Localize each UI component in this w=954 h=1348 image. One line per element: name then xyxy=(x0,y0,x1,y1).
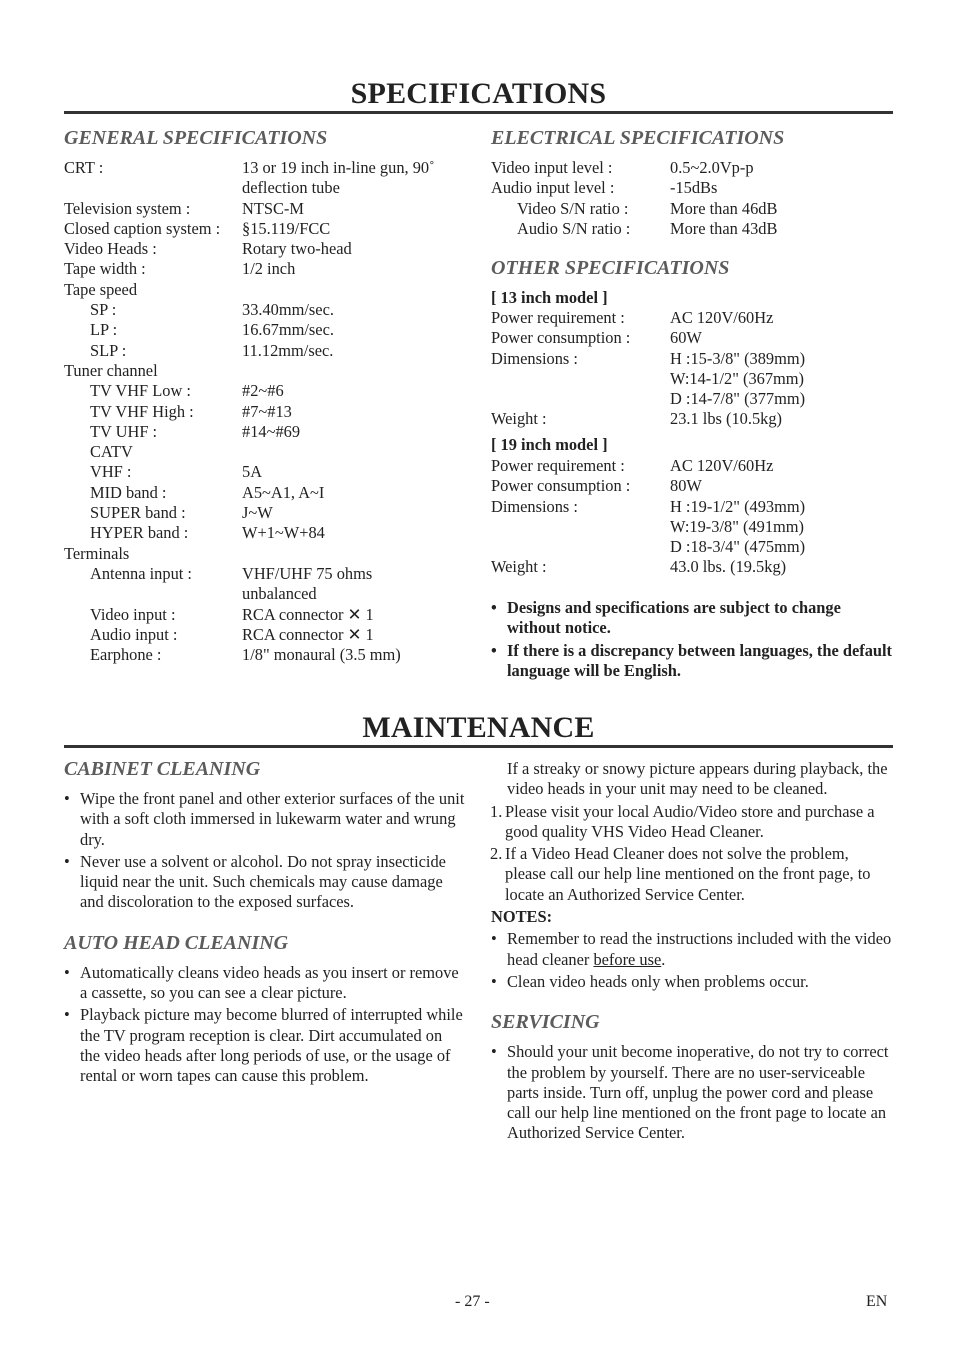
maintenance-right-column xyxy=(491,759,893,1146)
spec-row xyxy=(64,442,474,462)
spec-label: Audio input : xyxy=(90,624,178,644)
spec-row xyxy=(64,341,474,361)
spec-label: Earphone : xyxy=(90,645,162,665)
spec-value: §15.119/FCC xyxy=(242,218,331,238)
spec-label: SLP : xyxy=(90,340,127,360)
spec-note: • If there is a discrepancy between languages, the default language will be English. xyxy=(491,641,893,682)
spec-row xyxy=(64,584,474,604)
spec-row xyxy=(64,259,474,279)
spec-value: AC 120V/60Hz xyxy=(670,308,774,327)
spec-value: 60W xyxy=(670,328,702,348)
spec-row xyxy=(491,476,891,496)
maintenance-left-column xyxy=(64,757,466,1089)
spec-label: CATV xyxy=(90,442,133,462)
spec-label: Dimensions : xyxy=(491,348,578,368)
spec-row xyxy=(491,199,891,219)
title-rule xyxy=(64,745,893,748)
spec-note: • Designs and specifications are subject to change without notice. xyxy=(491,598,893,639)
spec-value: -15dBs xyxy=(670,178,718,198)
spec-value: A5~A1, A~I xyxy=(242,482,325,502)
spec-value: W:19-3/8" (491mm) xyxy=(670,516,804,536)
spec-value: 23.1 lbs (10.5kg) xyxy=(670,409,782,429)
spec-row xyxy=(491,497,891,517)
spec-label: SUPER band : xyxy=(90,503,186,523)
spec-value: #7~#13 xyxy=(242,401,292,421)
list-item: • Wipe the front panel and other exterior surfaces of the unit with a soft cloth immersed in lukewarm water and wrung dry. xyxy=(64,789,466,850)
spec-label: Television system : xyxy=(64,198,191,218)
spec-label: Power consumption : xyxy=(491,328,631,348)
spec-label: Tape width : xyxy=(64,259,146,279)
spec-label: TV VHF Low : xyxy=(90,381,191,401)
spec-row xyxy=(491,158,891,178)
spec-label: Video input level : xyxy=(491,158,613,177)
spec-label: Antenna input : xyxy=(90,563,192,583)
spec-value: 43.0 lbs. (19.5kg) xyxy=(670,557,787,577)
spec-row xyxy=(64,219,474,239)
spec-value: W+1~W+84 xyxy=(242,523,325,543)
spec-value: deflection tube xyxy=(242,178,340,198)
spec-row xyxy=(64,381,474,401)
list-item: 1. Please visit your local Audio/Video store and purchase a good quality VHS Video Head Cleaner. xyxy=(490,801,875,841)
electrical-specs-table xyxy=(491,158,891,239)
spec-label: Power requirement : xyxy=(491,308,625,327)
spec-row xyxy=(64,320,474,340)
list-item: 2. If a Video Head Cleaner does not solve the problem, please call our help line mentioned on the front page, to locate an Authorized Service Center. xyxy=(490,844,871,904)
spec-label: Closed caption system : xyxy=(64,218,221,238)
spec-row xyxy=(64,544,474,564)
spec-row xyxy=(64,645,474,665)
spec-row xyxy=(64,178,474,198)
spec-label: Video S/N ratio : xyxy=(517,198,629,218)
spec-row xyxy=(64,483,474,503)
spec-value: W:14-1/2" (367mm) xyxy=(670,368,804,388)
spec-value: J~W xyxy=(242,503,273,523)
list-item: • Should your unit become inoperative, do not try to correct the problem by yourself. There are no user-serviceable parts inside. Turn off, unplug the power cord and please call our help line mentioned on the front page to locate an Authorized Service Center. xyxy=(491,1042,893,1143)
auto-head-cleaning-heading: AUTO HEAD CLEANING xyxy=(64,931,289,954)
spec-row xyxy=(491,517,891,537)
specifications-title: SPECIFICATIONS xyxy=(350,77,607,110)
spec-notes xyxy=(491,598,893,683)
spec-row xyxy=(491,409,891,429)
spec-row xyxy=(491,389,891,409)
spec-value: #14~#69 xyxy=(242,421,301,441)
spec-label: VHF : xyxy=(90,462,132,482)
general-specs-heading: GENERAL SPECIFICATIONS xyxy=(64,127,328,149)
spec-value: NTSC-M xyxy=(242,198,304,218)
spec-label: Weight : xyxy=(491,557,547,577)
spec-value: D :18-3/4" (475mm) xyxy=(670,537,806,557)
spec-row xyxy=(491,349,891,369)
spec-row xyxy=(64,361,474,381)
title-rule xyxy=(64,111,893,114)
spec-label: CRT : xyxy=(64,158,104,177)
spec-value: 1/8" monaural (3.5 mm) xyxy=(242,645,401,665)
spec-value: H :19-1/2" (493mm) xyxy=(670,496,806,516)
spec-row xyxy=(64,503,474,523)
other-specs-heading: OTHER SPECIFICATIONS xyxy=(491,257,730,279)
spec-row xyxy=(64,239,474,259)
spec-value: H :15-3/8" (389mm) xyxy=(670,348,806,368)
spec-label: Tuner channel xyxy=(64,360,158,380)
notes-label: NOTES: xyxy=(491,907,553,927)
spec-row xyxy=(64,605,474,625)
spec-row xyxy=(491,557,891,577)
spec-row xyxy=(64,564,474,584)
spec-label: Audio input level : xyxy=(491,178,615,198)
spec-row xyxy=(491,369,891,389)
spec-label: SP : xyxy=(90,300,117,320)
spec-value: #2~#6 xyxy=(242,381,284,401)
spec-value: unbalanced xyxy=(242,584,317,604)
list-item: • Clean video heads only when problems occur. xyxy=(491,972,893,992)
spec-value: RCA connector ✕ 1 xyxy=(242,624,374,644)
list-item: • Remember to read the instructions included with the video head cleaner before use. xyxy=(491,929,893,970)
spec-label: Terminals xyxy=(64,543,130,563)
spec-row xyxy=(491,178,891,198)
spec-row xyxy=(64,199,474,219)
head-cleaning-intro: If a streaky or snowy picture appears during playback, the video heads in your unit may need to be cleaned. xyxy=(507,759,888,799)
language-code: EN xyxy=(866,1293,888,1310)
spec-label: Power consumption : xyxy=(491,476,631,496)
spec-row xyxy=(64,280,474,300)
spec-value: More than 43dB xyxy=(670,218,778,238)
model-19-table xyxy=(491,456,891,578)
spec-row xyxy=(64,158,474,178)
spec-label: Weight : xyxy=(491,409,547,429)
spec-value: 80W xyxy=(670,476,702,496)
spec-row xyxy=(64,523,474,543)
spec-row xyxy=(64,402,474,422)
spec-label: TV VHF High : xyxy=(90,401,194,421)
spec-label: LP : xyxy=(90,320,118,340)
spec-label: Video input : xyxy=(90,604,176,624)
spec-row xyxy=(491,328,891,348)
spec-value: AC 120V/60Hz xyxy=(670,456,774,475)
spec-value: VHF/UHF 75 ohms xyxy=(242,563,373,583)
spec-row xyxy=(491,456,891,476)
spec-value: 33.40mm/sec. xyxy=(242,300,334,320)
cabinet-cleaning-heading: CABINET CLEANING xyxy=(64,758,261,780)
list-item: • Playback picture may become blurred of interrupted while the TV program reception is clear. Dirt accumulated on the video heads after long periods of use, or the usage of rental or worn tapes can cause this problem. xyxy=(64,1005,466,1086)
spec-value: More than 46dB xyxy=(670,198,778,218)
spec-label: MID band : xyxy=(90,482,167,502)
spec-label: Power requirement : xyxy=(491,456,625,475)
spec-label: TV UHF : xyxy=(90,421,158,441)
spec-label: Video Heads : xyxy=(64,239,157,259)
list-item: • Automatically cleans video heads as you insert or remove a cassette, so you can see a clear picture. xyxy=(64,963,466,1004)
model-13-table xyxy=(491,308,891,430)
spec-value: 5A xyxy=(242,462,263,482)
spec-value: 13 or 19 inch in-line gun, 90˚ xyxy=(242,158,435,177)
electrical-specs-heading: ELECTRICAL SPECIFICATIONS xyxy=(491,127,785,149)
spec-row xyxy=(64,300,474,320)
spec-row xyxy=(491,537,891,557)
model-13-label: [ 13 inch model ] xyxy=(491,288,608,307)
spec-value: RCA connector ✕ 1 xyxy=(242,604,374,624)
list-item: • Never use a solvent or alcohol. Do not spray insecticide liquid near the unit. Such chemicals may cause damage and discoloration to the exposed surfaces. xyxy=(64,852,466,913)
maintenance-title: MAINTENANCE xyxy=(362,711,595,744)
spec-row xyxy=(491,308,891,328)
model-19-label: [ 19 inch model ] xyxy=(491,435,608,454)
spec-label: HYPER band : xyxy=(90,523,189,543)
spec-row xyxy=(64,462,474,482)
spec-label: Dimensions : xyxy=(491,496,578,516)
spec-row xyxy=(64,625,474,645)
spec-value: 0.5~2.0Vp-p xyxy=(670,158,754,177)
servicing-heading: SERVICING xyxy=(491,1011,600,1034)
spec-label: Tape speed xyxy=(64,279,138,299)
spec-value: 16.67mm/sec. xyxy=(242,320,334,340)
spec-value: D :14-7/8" (377mm) xyxy=(670,389,806,409)
spec-row xyxy=(64,422,474,442)
page-number: - 27 - xyxy=(455,1293,490,1310)
spec-value: 1/2 inch xyxy=(242,259,296,279)
spec-value: 11.12mm/sec. xyxy=(242,340,334,360)
spec-row xyxy=(491,219,891,239)
general-specs-table xyxy=(64,158,474,665)
spec-label: Audio S/N ratio : xyxy=(517,218,631,238)
spec-value: Rotary two-head xyxy=(242,239,352,259)
